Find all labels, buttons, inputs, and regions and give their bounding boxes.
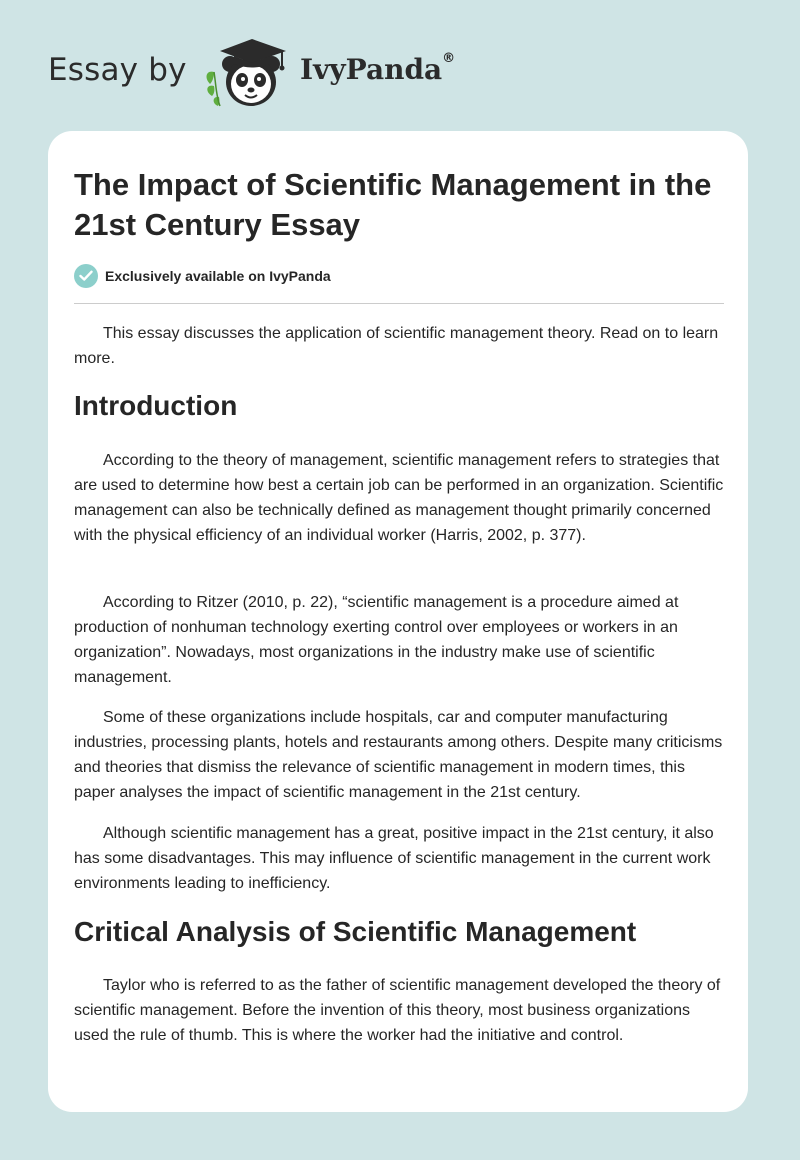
- site-header: [48, 34, 468, 114]
- essay-card: [48, 131, 748, 1112]
- exclusive-badge-label: Exclusively available on IvyPanda: [105, 268, 331, 284]
- section-introduction-body: [74, 705, 724, 805]
- title-divider: [74, 303, 724, 304]
- section-critical-analysis: [74, 915, 724, 949]
- intro-paragraph: This essay discusses the application of scientific management theory. Read on to learn more.: [74, 325, 719, 367]
- section-heading: Introduction: [74, 390, 238, 421]
- body-paragraph: According to the theory of management, scientific management refers to strategies that are used to determine how best a certain job can be performed in an organization. Scientific management can also be technically defined as management thought primarily concerned with the physical efficiency of an individual worker (Harris, 2002, p. 377).: [74, 452, 724, 544]
- exclusive-badge: [74, 264, 331, 288]
- section-introduction-body: [74, 590, 724, 690]
- registered-mark: ®: [442, 51, 456, 66]
- section-critical-analysis-body: [74, 973, 724, 1048]
- check-circle-icon: [74, 264, 98, 288]
- body-paragraph: Although scientific management has a great, positive impact in the 21st century, it also has some disadvantages. This may influence of scientific management in the current work environments leading to inefficiency.: [74, 825, 714, 892]
- essay-by-label: Essay by: [48, 52, 187, 88]
- section-heading: Critical Analysis of Scientific Management: [74, 916, 637, 947]
- section-introduction-body: [74, 448, 724, 548]
- intro-block: [74, 321, 724, 371]
- panda-graduate-logo-icon[interactable]: [202, 34, 292, 110]
- body-paragraph: Some of these organizations include hospitals, car and computer manufacturing industries, processing plants, hotels and restaurants among others. Despite many criticisms and theories that dismiss the relevance of scientific management in modern times, this paper analyses the impact of scientific management in the 21st century.: [74, 709, 723, 801]
- section-introduction: [74, 389, 724, 423]
- body-paragraph: According to Ritzer (2010, p. 22), “scientific management is a procedure aimed at production of nonhuman technology exerting control over employees or workers in an organization”. Nowadays, most organizations in the industry make use of scientific management.: [74, 594, 679, 686]
- essay-title: The Impact of Scientific Management in the 21st Century Essay: [74, 167, 712, 242]
- brand-name[interactable]: IvyPanda®: [300, 51, 456, 86]
- body-paragraph: Taylor who is referred to as the father of scientific management developed the theory of scientific management. Before the invention of this theory, most business organizations used the rule of thumb. This is where the worker had the initiative and control.: [74, 977, 721, 1044]
- section-introduction-body: [74, 821, 724, 896]
